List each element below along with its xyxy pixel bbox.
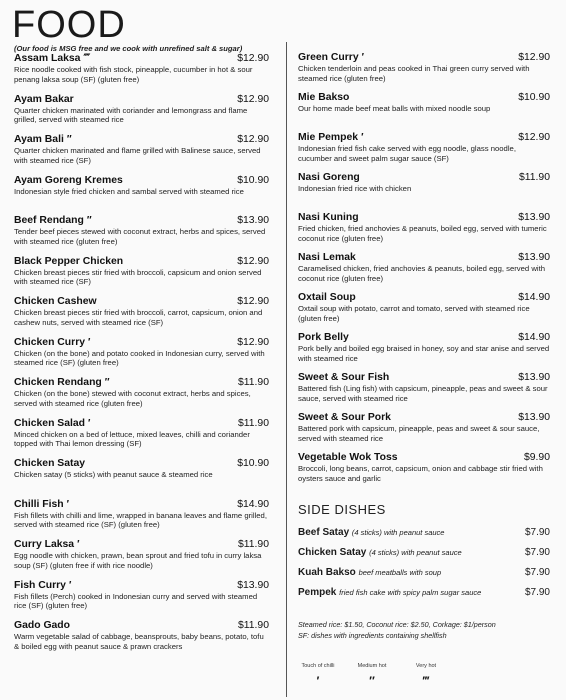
menu-item [14,337,269,378]
tagline: (Our food is MSG free and we cook with unrefined salt & sugar) [14,44,243,53]
menu-item-name-text: Chicken Satay [14,458,86,469]
menu-item-description: Quarter chicken marinated with coriander and lemongrass and flame grilled, served with steamed rice [14,105,248,125]
menu-item-header [298,412,550,423]
menu-item-description: Battered fish (Ling fish) with capsicum, pineapple, peas and sweet & sour sauce, served with steamed rice [298,384,548,403]
menu-item-name [298,412,391,423]
side-dish-price: $7.90 [524,547,550,558]
menu-item-name-text: Sweet & Sour Fish [298,372,390,383]
menu-item-name [14,94,74,105]
menu-item-price: $12.90 [237,336,269,348]
side-dish-name-text: Chicken Satay [298,547,367,558]
menu-item-description: Quarter chicken marinated and flame grilled with Balinese sauce, served with steamed rice (SF) [14,146,261,165]
menu-item-description: Chicken breast pieces stir fried with broccoli, capsicum and onion served with steamed rice (SF) [14,267,262,287]
menu-item-header [14,620,269,631]
menu-item [298,52,550,92]
menu-item [14,296,269,337]
menu-item-header [14,256,269,267]
menu-item [298,172,550,212]
menu-item-price: $11.90 [237,417,269,429]
menu-item-header [298,372,550,383]
menu-item-name [14,296,97,307]
menu-item-name-text: Nasi Goreng [298,172,360,183]
footnotes [298,619,550,641]
menu-item-price: $14.90 [237,498,269,510]
legend-label: Very hot [415,663,437,669]
footnote-prices: Steamed rice: $1.50, Coconut rice: $2.50, Corkage: $1/person [298,620,496,629]
footnote-shellfish: SF: dishes with ingredients containing shellfish [298,631,447,640]
side-dish-item [298,567,550,587]
menu-item-name [14,539,79,550]
menu-item-price: $13.90 [518,372,550,383]
menu-item [298,372,550,412]
chili-icon: ″ [369,674,375,688]
menu-item [14,215,269,256]
menu-item-name [14,134,72,145]
menu-item-name-text: Black Pepper Chicken [14,255,124,267]
menu-item [14,418,269,459]
legend-label: Touch of chilli [301,663,335,669]
chili-icon: ″ [86,215,92,226]
menu-item [14,53,269,94]
menu-item-description: Indonesian style fried chicken and sambal served with steamed rice [14,186,244,196]
menu-item-name [298,252,356,263]
menu-item-name [298,452,398,463]
menu-item-header [14,499,269,510]
menu-item-header [14,337,269,348]
menu-item-price: $11.90 [518,172,550,183]
menu-item-name-text: Ayam Bakar [14,93,74,105]
menu-item-name [14,256,123,267]
menu-item-price: $14.90 [518,292,550,303]
menu-item [14,377,269,418]
menu-item-price: $11.90 [237,539,269,550]
side-dish-name-text: Pempek [298,587,337,598]
legend-label: Medium hot [357,663,387,669]
menu-item-header [14,175,269,186]
menu-item-name-text: Beef Rendang [14,215,84,226]
menu-item-name [14,337,90,348]
menu-item-name-text: Fish Curry [14,579,66,591]
chili-icon: ′ [77,539,80,550]
chili-icon: ″ [66,134,72,145]
legend-item [354,663,390,688]
menu-item [14,620,269,661]
side-dish-item [298,587,550,607]
menu-item-name-text: Vegetable Wok Toss [298,452,398,463]
menu-item-header [298,212,550,223]
menu-item-header [14,296,269,307]
side-dish-name-text: Kuah Bakso [298,567,356,578]
side-dish-name [298,527,444,538]
menu-item-header [14,418,269,429]
menu-item [14,175,269,216]
menu-item-name [14,418,90,429]
menu-item [298,412,550,452]
menu-item-name [298,332,349,343]
menu-item-name-text: Assam Laksa [14,53,81,64]
side-dish-price: $7.90 [524,567,550,578]
menu-item-description: Chicken tenderloin and peas cooked in Thai green curry served with steamed rice (gluten free) [298,64,530,83]
side-dish-note: (4 sticks) with peanut sauce [369,548,462,557]
menu-item-name-text: Curry Laksa [14,539,75,550]
side-dish-note: fried fish cake with spicy palm sugar sauce [339,588,482,597]
menu-item [298,292,550,332]
menu-item-price: $13.90 [237,215,269,226]
menu-item-name-text: Sweet & Sour Pork [298,412,391,423]
side-dish-item [298,527,550,547]
menu-item-name-text: Ayam Goreng Kremes [14,174,123,186]
menu-item-name-text: Mie Pempek [298,132,359,143]
menu-item-name-text: Gado Gado [14,620,70,631]
menu-item [298,92,550,132]
menu-item-name [298,132,363,143]
menu-item-description: Pork belly and boiled egg braised in honey, soy and star anise and served with steamed rice [298,344,550,363]
side-dish-name [298,547,462,558]
menu-item-description: Battered pork with capsicum, pineapple, peas and sweet & sour sauce, served with steamed rice [298,424,540,443]
menu-item-description: Minced chicken on a bed of lettuce, mixed leaves, chilli and coriander topped with Thai lemon dressing (SF) [14,429,250,449]
menu-item-name [14,580,71,591]
menu-item-header [14,377,269,388]
menu-item-name [298,292,356,303]
menu-item-name [298,212,359,223]
menu-item-name [298,92,349,103]
chili-icon: ′ [66,498,70,510]
chili-icon: ‴ [423,674,429,688]
menu-item-name-text: Chicken Cashew [14,296,97,307]
menu-item [298,132,550,172]
menu-item-description: Indonesian fried fish cake served with egg noodle, glass noodle, cucumber and sweet palm sugar sauce (SF) [298,144,516,163]
menu-item-description: Indonesian fried rice with chicken [298,184,412,193]
menu-item-name [14,53,90,64]
menu-item-description: Our home made beef meat balls with mixed noodle soup [298,104,491,113]
menu-item [14,458,269,499]
menu-item-name-text: Green Curry [298,52,359,63]
menu-item-header [14,539,269,550]
chili-icon: ′ [316,674,320,688]
menu-item-name [298,52,364,63]
menu-item-header [14,53,269,64]
left-menu-column [14,53,269,661]
menu-item [298,252,550,292]
legend-item [408,663,444,688]
side-dishes-title: SIDE DISHES [298,502,386,517]
menu-item-description: Warm vegetable salad of cabbage, beansprouts, baby beans, potato, tofu & boiled egg with peanut sauce & prawn crackers [14,632,264,651]
page-title: FOOD [12,4,126,46]
chili-icon: ′ [88,417,91,429]
menu-item [14,256,269,297]
menu-item [298,212,550,252]
legend-item [300,663,336,688]
menu-item-description: Caramelised chicken, fried anchovies & peanuts, boiled egg, served with coconut rice (gluten free) [298,264,545,283]
menu-item-name [298,172,360,183]
menu-item-price: $10.90 [518,92,550,103]
side-dish-note: beef meatballs with soup [358,568,442,577]
menu-item [14,94,269,135]
side-dish-item [298,547,550,567]
chili-icon: ′ [88,336,91,348]
chili-icon: ⁗ [83,53,91,64]
side-dish-name [298,567,441,578]
right-menu-column [298,52,550,688]
menu-item-header [298,452,550,463]
menu-item [14,580,269,621]
menu-item-description: Chicken (on the bone) and potato cooked in Indonesian curry, served with steamed rice (SF) (gluten free) [14,348,265,368]
menu-item-name [14,377,110,388]
menu-item-name [14,620,70,631]
menu-item-description: Rice noodle cooked with fish stock, pineapple, cucumber in hot & sour penang laksa soup (SF) (gluten free) [14,65,253,84]
menu-item-header [298,132,550,143]
menu-item-name-text: Nasi Kuning [298,212,359,223]
spice-legend [300,663,550,688]
menu-item-price: $12.90 [518,52,550,63]
menu-item-price: $14.90 [518,332,550,343]
chili-icon: ′ [361,132,364,143]
side-dish-name-text: Beef Satay [298,527,350,538]
menu-item-price: $10.90 [237,458,269,469]
menu-item-price: $12.90 [237,93,269,105]
side-dish-note: (4 sticks) with peanut sauce [351,528,445,537]
menu-item-name [298,372,389,383]
menu-item-description: Egg noodle with chicken, prawn, bean sprout and fried tofu in curry laksa soup (SF) (gluten free if with rice noodle) [14,551,262,570]
menu-item-name-text: Chicken Curry [14,336,86,348]
menu-item-name [14,175,123,186]
menu-item-price: $13.90 [518,252,550,263]
side-dish-name [298,587,481,598]
menu-item-price: $12.90 [237,53,269,64]
menu-item-name-text: Oxtail Soup [298,292,356,303]
menu-item-price: $13.90 [518,412,550,423]
menu-item-description: Tender beef pieces stewed with coconut extract, herbs and spices, served with steamed rice (gluten free) [14,227,266,246]
menu-item-name [14,215,92,226]
menu-item-description: Broccoli, long beans, carrot, capsicum, onion and cabbage stir fried with oysters sauce and garlic [298,464,543,483]
menu-item-price: $12.90 [237,296,269,307]
menu-item-header [298,332,550,343]
menu-item-name-text: Nasi Lemak [298,252,356,263]
menu-item-name-text: Mie Bakso [298,92,350,103]
menu-item-price: $11.90 [237,620,269,631]
menu-item-header [298,292,550,303]
menu-item-name-text: Chicken Rendang [14,377,102,388]
menu-item-description: Chicken (on the bone) stewed with coconut extract, herbs and spices, served with steamed rice (gluten free) [14,389,251,408]
menu-item-price: $13.90 [237,579,269,591]
menu-item-name-text: Chilli Fish [14,498,64,510]
chili-icon: ″ [104,377,110,388]
menu-item-description: Fried chicken, fried anchovies & peanuts, boiled egg, served with tumeric coconut rice (gluten free) [298,224,547,243]
side-dish-price: $7.90 [524,587,550,598]
menu-item-price: $11.90 [237,377,269,388]
menu-item [14,134,269,175]
menu-item-price: $12.90 [237,255,269,267]
menu-item [298,332,550,372]
menu-item-price: $13.90 [518,212,550,223]
menu-item-description: Fish fillets with chilli and lime, wrapped in banana leaves and flame grilled, served with steamed rice (SF) (gluten free) [14,510,267,530]
menu-item-header [14,215,269,226]
menu-item-header [298,52,550,63]
menu-item [14,539,269,580]
menu-item-header [298,92,550,103]
menu-item-header [14,580,269,591]
menu-item-price: $9.90 [523,452,550,463]
menu-item-name [14,458,85,469]
chili-icon: ′ [361,52,365,63]
menu-item-header [298,172,550,183]
menu-item [298,452,550,492]
menu-item-description: Fish fillets (Perch) cooked in Indonesian curry and served with steamed rice (SF) (gluten free) [14,591,258,611]
chili-icon: ′ [68,579,72,591]
menu-item-name-text: Chicken Salad [14,417,86,429]
menu-item-price: $12.90 [237,134,269,145]
side-dish-price: $7.90 [524,527,550,538]
menu-item-description: Chicken breast pieces stir fried with broccoli, carrot, capsicum, onion and cashew nuts, served with steamed rice (SF) [14,308,263,327]
menu-item-description: Chicken satay (5 sticks) with peanut sauce & steamed rice [14,470,213,479]
menu-item-header [298,252,550,263]
menu-item-name-text: Ayam Bali [14,134,64,145]
menu-item [14,499,269,540]
menu-item-header [14,94,269,105]
menu-item-name [14,499,69,510]
menu-item-name-text: Pork Belly [298,332,349,343]
menu-item-header [14,134,269,145]
menu-item-header [14,458,269,469]
column-divider [286,42,287,697]
menu-item-price: $12.90 [518,132,550,143]
menu-item-description: Oxtail soup with potato, carrot and tomato, served with steamed rice (gluten free) [298,304,530,323]
menu-item-price: $10.90 [237,174,269,186]
